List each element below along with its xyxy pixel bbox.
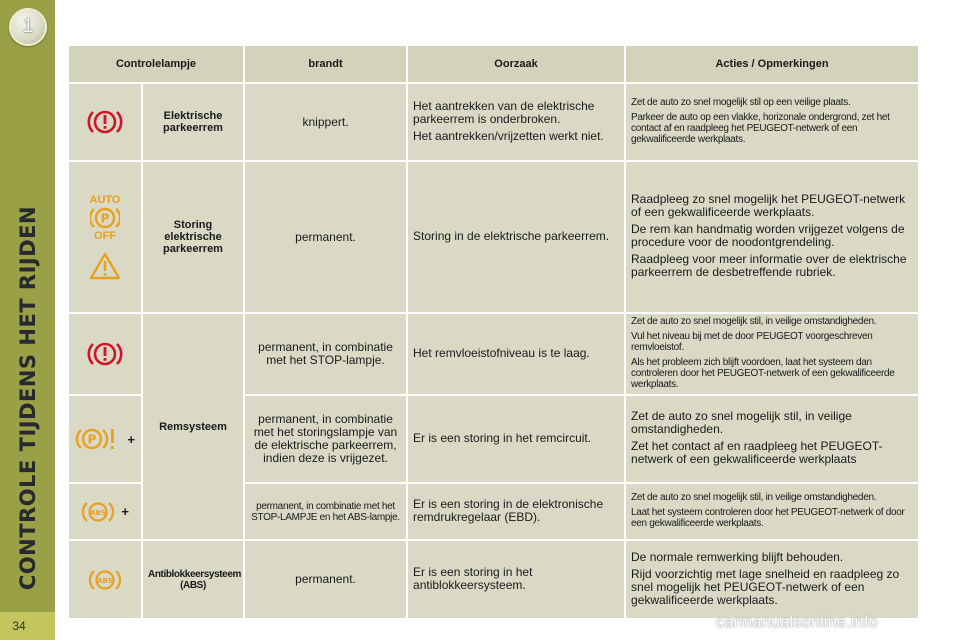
cause-text: Het aantrekken/vrijzetten werkt niet.: [413, 128, 604, 143]
action-text: Vul het niveau bij met de door PEUGEOT voorgeschreven remvloeistof.: [631, 331, 873, 353]
lamp-actions: [626, 162, 918, 312]
off-label: OFF: [94, 230, 116, 242]
lamp-state: permanent, in combinatie met het STOP-LAMPJE en het ABS-lampje.: [245, 484, 406, 539]
action-text: Zet de auto zo snel mogelijk stil, in veilige omstandigheden.: [631, 492, 877, 503]
auto-park-off-icon: [69, 194, 141, 242]
action-text: Rijd voorzichtig met lage snelheid en raadpleeg zo snel mogelijk het PEUGEOT-netwerk of een gekwalificeerde werkplaats.: [631, 566, 900, 607]
table-header-row: [69, 46, 918, 82]
page-number-box: [0, 612, 55, 640]
chapter-title: CONTROLE TIJDENS HET RIJDEN: [16, 205, 40, 591]
svg-text:P: P: [100, 211, 110, 226]
lamp-icon-cell: [69, 396, 141, 482]
cause-text: Het remvloeistofniveau is te laag.: [413, 345, 590, 360]
lamp-icon-cell: [69, 484, 141, 539]
lamp-actions: [626, 484, 918, 539]
plus-sign: +: [127, 431, 136, 447]
plus-sign: +: [121, 504, 130, 519]
lamp-actions: [626, 84, 918, 160]
lamp-actions: [626, 314, 918, 394]
header-actions: Acties / Opmerkingen: [626, 46, 918, 82]
action-text: Als het probleem zich blijft voordoen, laat het systeem dan controleren door het PEUGEOT-netwerk of een gekwalificeerde werkplaats.: [631, 357, 895, 390]
header-state: brandt: [245, 46, 406, 82]
lamp-state: permanent, in combinatie met het STOP-lampje.: [245, 314, 406, 394]
lamp-cause: [408, 162, 624, 312]
brake-alert-icon: [85, 345, 125, 362]
lamp-state: permanent.: [245, 162, 406, 312]
table-row: [69, 162, 918, 312]
action-text: Raadpleeg zo snel mogelijk het PEUGEOT-netwerk of een gekwalificeerde werkplaats.: [631, 192, 906, 219]
chapter-number: 1: [22, 16, 34, 37]
watermark: carmanualsonline.info: [716, 614, 878, 631]
action-text: Zet het contact af en raadpleeg het PEUGEOT-netwerk of een gekwalificeerde werkplaats: [631, 439, 883, 466]
action-text: De normale remwerking blijft behouden.: [631, 549, 844, 564]
lamp-cause: [408, 484, 624, 539]
table-row: [69, 314, 918, 394]
action-text: Zet de auto zo snel mogelijk stil op een veilige plaats.: [631, 97, 851, 108]
chapter-sidebar: [0, 0, 55, 640]
park-brake-fault-icon: [75, 430, 125, 447]
lamp-actions: [626, 396, 918, 482]
cause-text: Er is een storing in het antiblokkeersysteem.: [413, 564, 533, 592]
warning-triangle-icon: [69, 252, 141, 280]
lamp-state: knippert.: [245, 84, 406, 160]
action-text: De rem kan handmatig worden vrijgezet volgens de procedure voor de noodontgrendeling.: [631, 222, 905, 249]
lamp-icon-cell: [69, 541, 141, 618]
abs-icon-text: ABS: [90, 508, 106, 517]
lamp-icon-cell: [69, 84, 141, 160]
warning-lamp-table: [67, 44, 916, 614]
cause-text: Er is een storing in het remcircuit.: [413, 430, 592, 445]
lamp-state: permanent.: [245, 541, 406, 618]
svg-text:P: P: [87, 432, 97, 447]
brake-alert-icon: [85, 113, 125, 130]
abs-icon-text: ABS: [97, 576, 113, 585]
page-number: 34: [12, 619, 26, 633]
lamp-name: Storing elektrische parkeerrem: [143, 162, 243, 312]
action-text: Laat het systeem controleren door het PEUGEOT-netwerk of door een gekwalificeerde werkplaats.: [631, 507, 905, 529]
lamp-name: Elektrische parkeerrem: [143, 84, 243, 160]
table-row: [69, 541, 918, 618]
action-text: Raadpleeg voor meer informatie over de elektrische parkeerrem de desbetreffende rubriek.: [631, 252, 907, 279]
header-lamp: Controlelampje: [69, 46, 243, 82]
lamp-cause: [408, 541, 624, 618]
lamp-cause: [408, 396, 624, 482]
header-cause: Oorzaak: [408, 46, 624, 82]
abs-icon: [88, 571, 122, 588]
table-row: [69, 84, 918, 160]
action-text: Parkeer de auto op een vlakke, horizonale ondergrond, zet het contact af en raadpleeg het PEUGEOT-netwerk of een gekwalificeerde werkplaats.: [631, 112, 890, 145]
action-text: Zet de auto zo snel mogelijk stil, in veilige omstandigheden.: [631, 316, 877, 327]
lamp-state: permanent, in combinatie met het storingslampje van de elektrische parkeerrem, indien deze is vrijgezet.: [245, 396, 406, 482]
lamp-icon-cell: [69, 162, 141, 312]
lamp-cause: [408, 84, 624, 160]
cause-text: Storing in de elektrische parkeerrem.: [413, 228, 610, 243]
auto-label: AUTO: [89, 194, 121, 206]
abs-icon: [81, 503, 119, 520]
lamp-name: Antiblokkeersysteem (ABS): [143, 541, 243, 618]
action-text: Zet de auto zo snel mogelijk stil, in veilige omstandigheden.: [631, 409, 852, 436]
lamp-actions: [626, 541, 918, 618]
chapter-badge: [9, 8, 47, 46]
lamp-name: Remsysteem: [143, 314, 243, 539]
lamp-cause: [408, 314, 624, 394]
lamp-icon-cell: [69, 314, 141, 394]
cause-text: Er is een storing in de elektronische remdrukregelaar (EBD).: [413, 496, 604, 524]
cause-text: Het aantrekken van de elektrische parkeerrem is onderbroken.: [413, 98, 595, 126]
